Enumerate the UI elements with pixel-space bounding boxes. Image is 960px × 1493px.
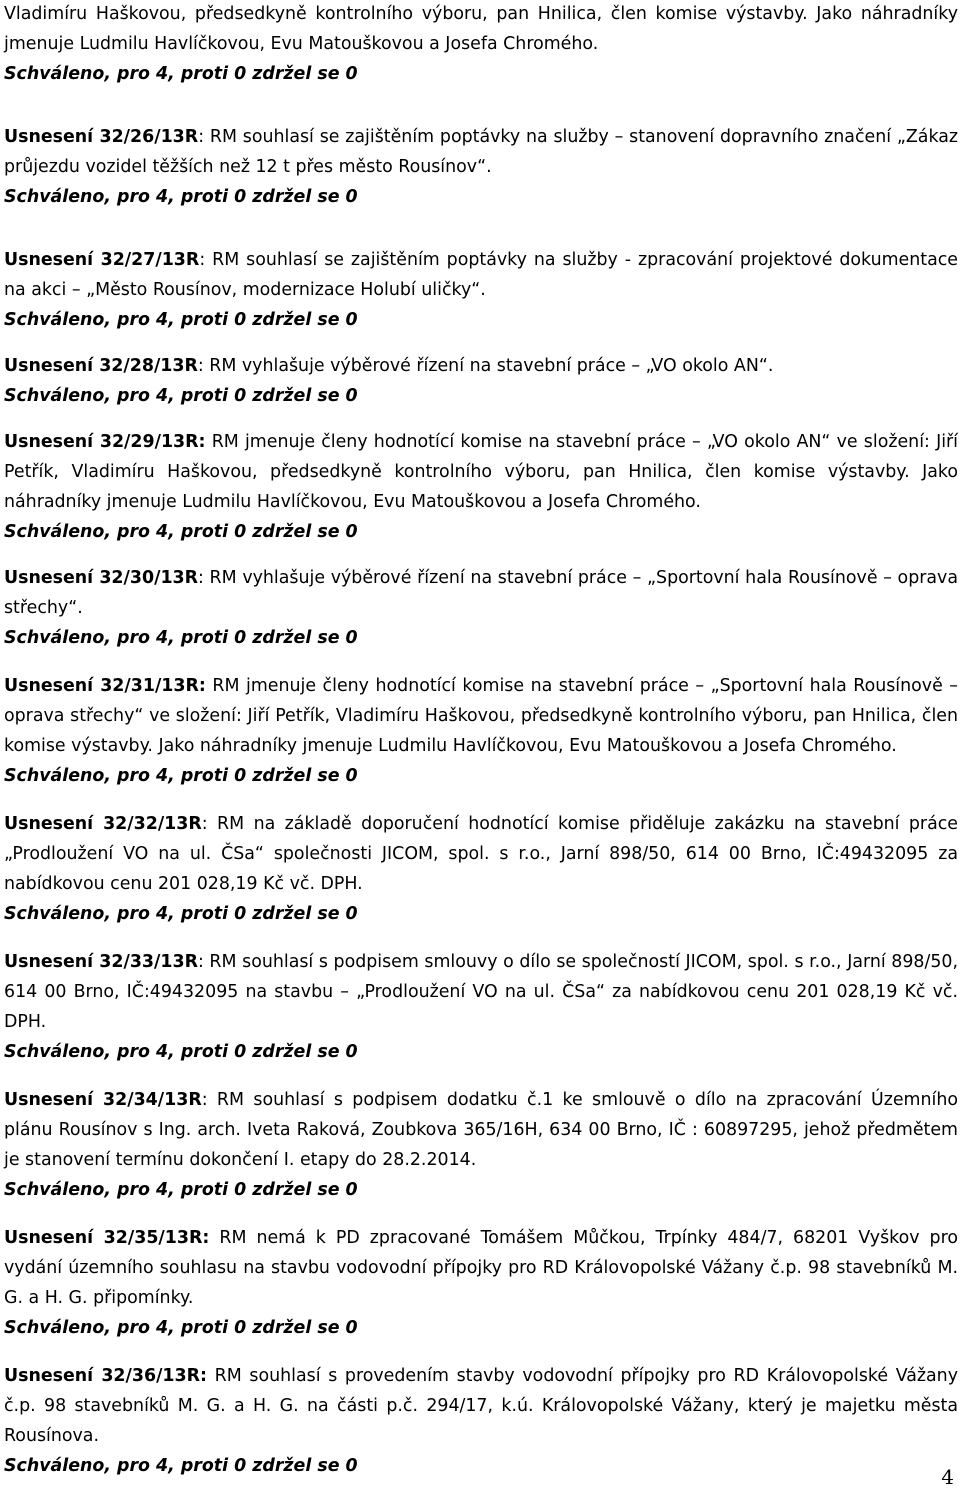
resolution-text: : RM souhlasí se zajištěním poptávky na služby - zpracování projektové dokumentace na akci – „Město Rousínov, modernizace Holubí uličky“. xyxy=(4,250,958,300)
resolution-text: RM souhlasí s provedením stavby vodovodní přípojky pro RD Královopolské Vážany č.p. 98 stavebníků M. G. a H. G. na části p.č. 294/17, k.ú. Královopolské Vážany, který je majetku města Rousínova. xyxy=(4,1366,958,1446)
resolution-32-28 xyxy=(4,351,958,411)
vote-result: Schváleno, pro 4, proti 0 zdržel se 0 xyxy=(4,386,358,406)
document-page xyxy=(4,0,958,1481)
vote-result: Schváleno, pro 4, proti 0 zdržel se 0 xyxy=(4,628,358,648)
resolution-number: Usnesení 32/30/13R xyxy=(4,568,199,588)
vote-result: Schváleno, pro 4, proti 0 zdržel se 0 xyxy=(4,522,358,542)
vote-result: Schváleno, pro 4, proti 0 zdržel se 0 xyxy=(4,187,358,207)
resolution-text: RM jmenuje členy hodnotící komise na stavební práce – „VO okolo AN“ ve složení: Jiří Petřík, Vladimíru Haškovou, předsedkyně kontrolního výboru, pan Hnilica, člen komise výstavby. Jako náhradníky jmenuje Ludmilu Havlíčkovou, Evu Matouškovou a Josefa Chromého. xyxy=(4,432,959,512)
resolution-number: Usnesení 32/27/13R xyxy=(4,250,200,270)
resolution-32-26 xyxy=(4,122,958,212)
resolution-32-36 xyxy=(4,1361,958,1481)
resolution-32-34 xyxy=(4,1085,958,1205)
resolution-text: : RM vyhlašuje výběrové řízení na stavební práce – „Sportovní hala Rousínově – oprava střechy“. xyxy=(4,568,958,618)
resolution-text: : RM souhlasí s podpisem smlouvy o dílo se společností JICOM, spol. s r.o., Jarní 898/50, 614 00 Brno, IČ:49432095 na stavbu – „Prodloužení VO na ul. ČSa“ za nabídkovou cenu 201 028,19 Kč vč. DPH. xyxy=(4,952,958,1032)
resolution-text: : RM na základě doporučení hodnotící komise přiděluje zakázku na stavební práce „Prodloužení VO na ul. ČSa“ společnosti JICOM, spol. s r.o., Jarní 898/50, 614 00 Brno, IČ:49432095 za nabídkovou cenu 201 028,19 Kč vč. DPH. xyxy=(4,814,958,894)
resolution-text: RM jmenuje členy hodnotící komise na stavební práce – „Sportovní hala Rousínově –oprava střechy“ ve složení: Jiří Petřík, Vladimíru Haškovou, předsedkyně kontrolního výboru, pan Hnilica, člen komise výstavby. Jako náhradníky jmenuje Ludmilu Havlíčkovou, Evu Matouškovou a Josefa Chromého. xyxy=(4,676,959,756)
resolution-number: Usnesení 32/33/13R xyxy=(4,952,198,972)
resolution-32-27 xyxy=(4,245,958,335)
resolution-number: Usnesení 32/34/13R xyxy=(4,1090,202,1110)
resolution-number: Usnesení 32/36/13R: xyxy=(4,1366,207,1386)
intro-block xyxy=(4,0,958,89)
vote-result: Schváleno, pro 4, proti 0 zdržel se 0 xyxy=(4,310,358,330)
vote-result: Schváleno, pro 4, proti 0 zdržel se 0 xyxy=(4,64,358,84)
vote-result: Schváleno, pro 4, proti 0 zdržel se 0 xyxy=(4,1180,358,1200)
resolution-number: Usnesení 32/26/13R xyxy=(4,127,199,147)
resolution-number: Usnesení 32/28/13R xyxy=(4,356,198,376)
resolution-32-32 xyxy=(4,809,958,929)
resolution-32-31 xyxy=(4,671,958,791)
resolution-number: Usnesení 32/35/13R: xyxy=(4,1228,210,1248)
intro-text: Vladimíru Haškovou, předsedkyně kontrolního výboru, pan Hnilica, člen komise výstavby. Jako náhradníky jmenuje Ludmilu Havlíčkovou, Evu Matouškovou a Josefa Chromého. xyxy=(4,4,958,54)
page-number: 4 xyxy=(941,1465,954,1489)
resolution-32-29 xyxy=(4,427,958,547)
vote-result: Schváleno, pro 4, proti 0 zdržel se 0 xyxy=(4,1042,358,1062)
resolution-text: : RM souhlasí s podpisem dodatku č.1 ke smlouvě o dílo na zpracování Územního plánu Rousínov s Ing. arch. Iveta Raková, Zoubkova 365/16H, 634 00 Brno, IČ : 60897295, jehož předmětem je stanovení termínu dokončení I. etapy do 28.2.2014. xyxy=(4,1090,958,1170)
resolution-32-33 xyxy=(4,947,958,1067)
vote-result: Schváleno, pro 4, proti 0 zdržel se 0 xyxy=(4,904,358,924)
resolution-number: Usnesení 32/32/13R xyxy=(4,814,202,834)
vote-result: Schváleno, pro 4, proti 0 zdržel se 0 xyxy=(4,1456,358,1476)
resolution-text: : RM vyhlašuje výběrové řízení na stavební práce – „VO okolo AN“. xyxy=(197,356,774,376)
resolution-text: RM nemá k PD zpracované Tomášem Můčkou, Trpínky 484/7, 68201 Vyškov pro vydání územního souhlasu na stavbu vodovodní přípojky pro RD Královopolské Vážany č.p. 98 stavebníků M. G. a H. G. připomínky. xyxy=(4,1228,958,1308)
resolution-text: : RM souhlasí se zajištěním poptávky na služby – stanovení dopravního značení „Zákaz průjezdu vozidel těžších než 12 t přes město Rousínov“. xyxy=(4,127,959,177)
resolution-32-30 xyxy=(4,563,958,653)
resolution-number: Usnesení 32/29/13R: xyxy=(4,432,206,452)
resolution-number: Usnesení 32/31/13R: xyxy=(4,676,206,696)
vote-result: Schváleno, pro 4, proti 0 zdržel se 0 xyxy=(4,766,358,786)
vote-result: Schváleno, pro 4, proti 0 zdržel se 0 xyxy=(4,1318,358,1338)
resolution-32-35 xyxy=(4,1223,958,1343)
